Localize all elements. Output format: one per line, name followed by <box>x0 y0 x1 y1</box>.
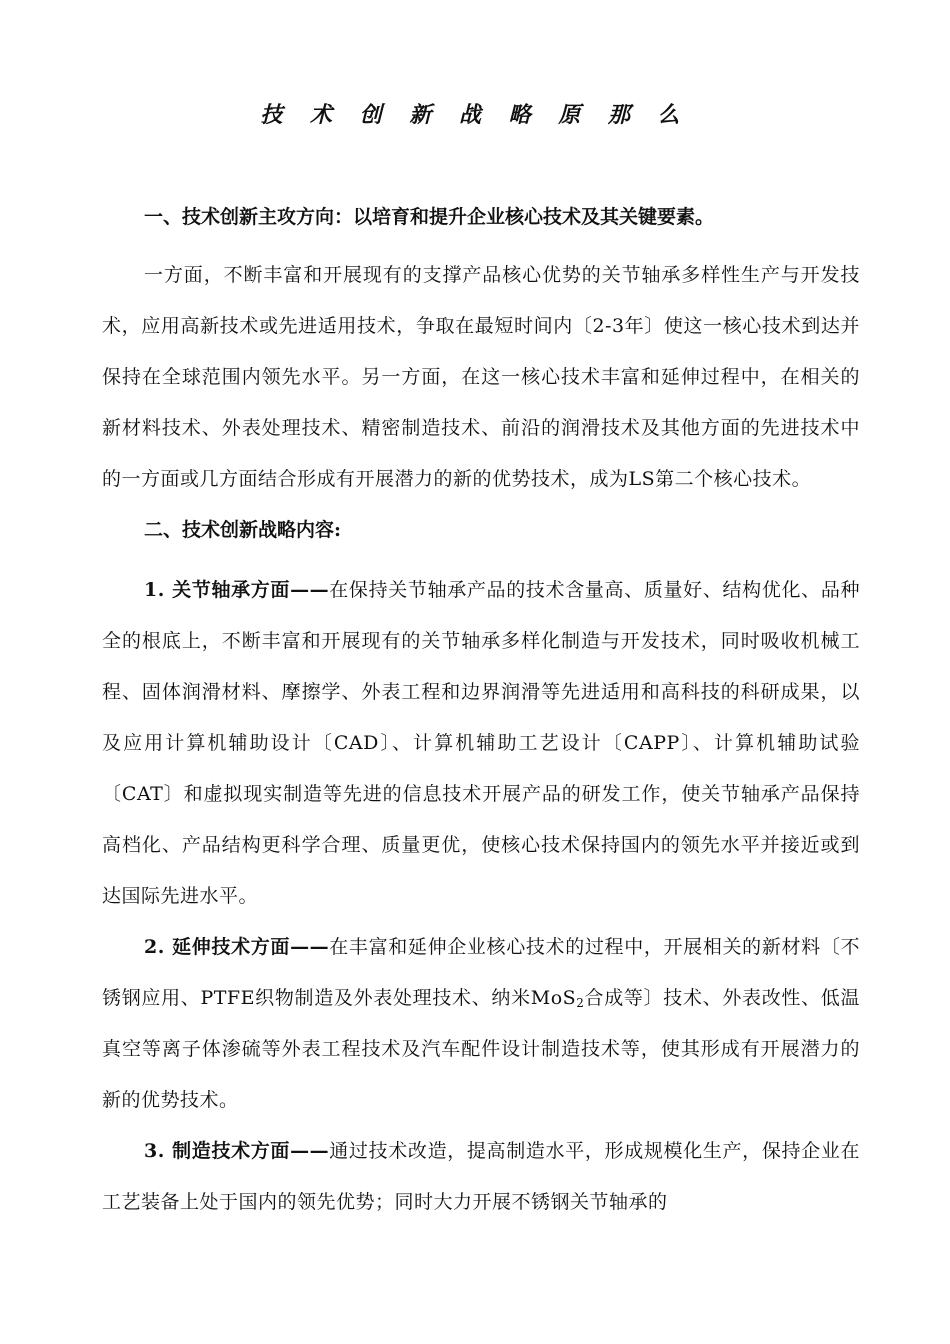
item-3-paragraph <box>102 1126 860 1228</box>
item-1-text: 在保持关节轴承产品的技术含量高、质量好、结构优化、品种全的根底上，不断丰富和开展现有的关节轴承多样化制造与开发技术，同时吸收机械工程、固体润滑材料、摩擦学、外表工程和边界润滑等先进适用和高科技的科研成果，以及应用计算机辅助设计〔CAD〕、计算机辅助工艺设计〔CAPP〕、计算机辅助试验〔CAT〕和虚拟现实制造等先进的信息技术开展产品的研发工作，使关节轴承产品保持高档化、产品结构更科学合理、质量更优，使核心技术保持国内的领先水平并接近或到达国际先进水平。 <box>102 579 860 907</box>
item-3-text: 通过技术改造，提高制造水平，形成规模化生产，保持企业在工艺装备上处于国内的领先优势；同时大力开展不锈钢关节轴承的 <box>102 1140 860 1213</box>
item-2-text: 在丰富和延伸企业核心技术的过程中，开展相关的新材料〔不锈钢应用、PTFE织物制造及外表处理技术、纳米MoS <box>102 936 860 1009</box>
section-1-heading: 一、技术创新主攻方向：以培育和提升企业核心技术及其关键要素。 <box>144 206 715 228</box>
section-1-paragraph: 一方面，不断丰富和开展现有的支撑产品核心优势的关节轴承多样性生产与开发技术，应用高新技术或先进适用技术，争取在最短时间内〔2-3年〕使这一核心技术到达并保持在全球范围内领先水平。另一方面，在这一核心技术丰富和延伸过程中，在相关的新材料技术、外表处理技术、精密制造技术、前沿的润滑技术及其他方面的先进技术中的一方面或几方面结合形成有开展潜力的新的优势技术，成为LS第二个核心技术。 <box>102 264 860 490</box>
item-2-paragraph <box>102 922 860 1126</box>
item-2-lead: 2. 延伸技术方面—— <box>144 936 330 958</box>
item-2-subscript: 2 <box>576 996 585 1010</box>
document-body <box>102 200 860 1228</box>
item-2-text-continued: 合成等〕技术、外表改性、低温真空等离子体渗硫等外表工程技术及汽车配件设计制造技术等，使其形成有开展潜力的新的优势技术。 <box>102 987 860 1111</box>
section-2-heading: 二、技术创新战略内容: <box>144 519 342 541</box>
item-1-lead: 1. 关节轴承方面—— <box>144 579 330 601</box>
item-3-lead: 3. 制造技术方面—— <box>144 1140 330 1162</box>
item-1-paragraph <box>102 565 860 922</box>
document-title: 技 术 创 新 战 略 原 那 么 <box>260 102 690 128</box>
